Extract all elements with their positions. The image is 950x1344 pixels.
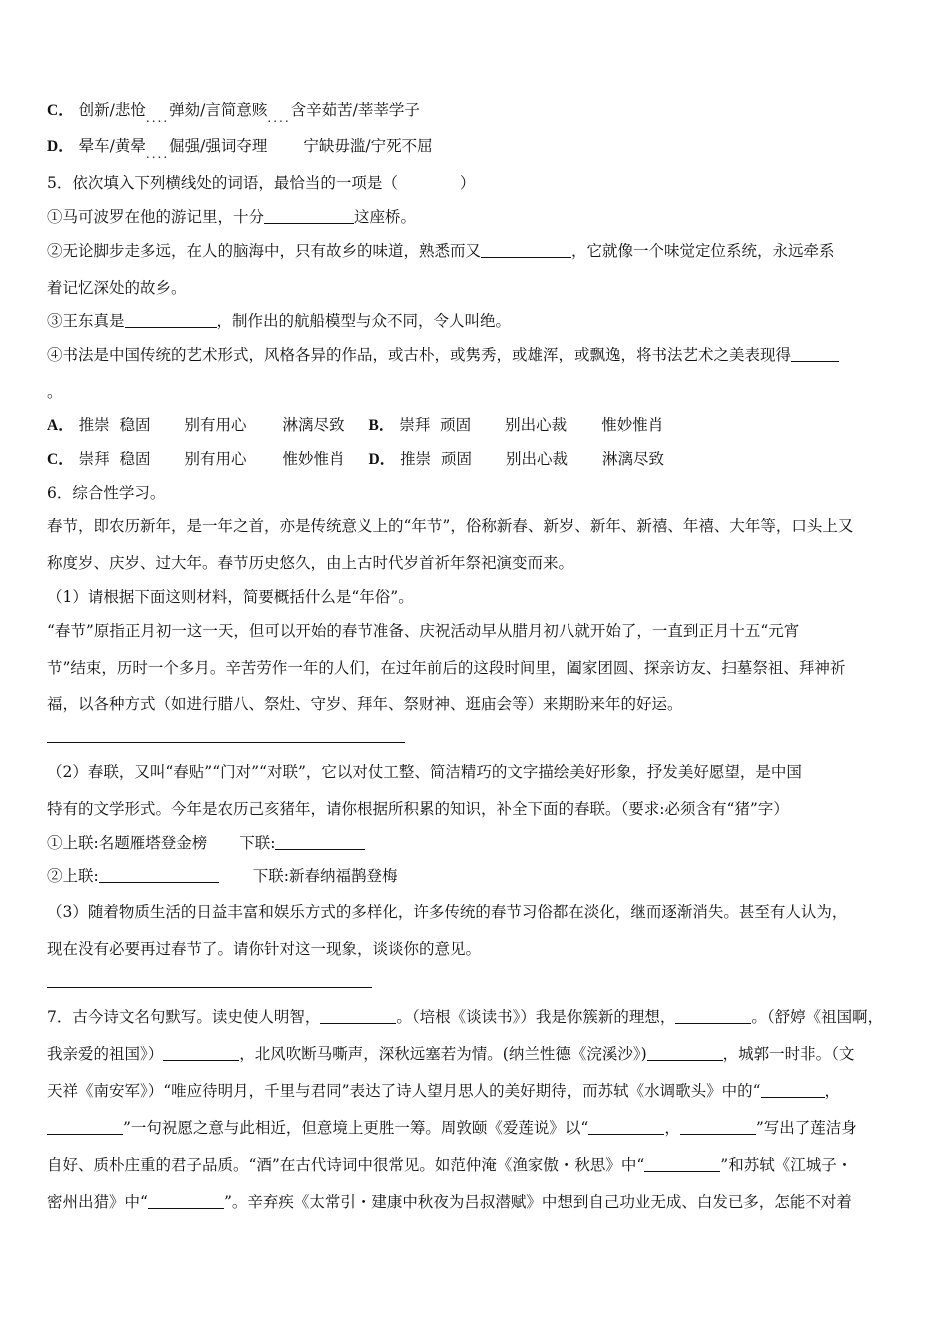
sentence-text: ②无论脚步走多远，在人的脑海中，只有故乡的味道，熟悉而又: [47, 242, 482, 260]
sentence-text: ④书法是中国传统的艺术形式，风格各异的作品，或古朴，或隽秀，或雄浑，或飘逸，将书法艺术之美表现得: [47, 346, 792, 364]
option-letter: C．: [47, 451, 74, 468]
option-word-2: 别有用心: [184, 416, 247, 434]
option-word-3: 淋漓尽致: [282, 416, 345, 434]
option-word-2: 倔强/强词夺理: [169, 137, 268, 155]
couplet-lower: 下联:新春纳福鹊登梅: [252, 867, 398, 885]
q5-sentence-4: [47, 345, 839, 365]
q7-text: 自好、质朴庄重的君子品质。“酒”在古代诗词中很常见。如范仲淹《渔家傲・秋思》中“: [47, 1156, 645, 1174]
q6-couplet-2: [47, 866, 397, 886]
q7-text: 我亲爱的祖国》）: [47, 1045, 164, 1063]
couplet-lower-label: 下联:: [239, 834, 276, 852]
q6-part3-question-1: （3）随着物质生活的日益丰富和娱乐方式的多样化，许多传统的春节习俗都在淡化，继而逐渐消失。甚至有人认为，: [47, 903, 848, 921]
q7-text: ”。辛弃疾《太常引・建康中秋夜为吕叔潜赋》中想到自己功业无成、白发已多，怎能不对着: [223, 1193, 852, 1211]
q6-part1-material-1: “春节”原指正月初一这一天，但可以开始的春节准备、庆祝活动早从腊月初八就开始了，一直到正月十五“元宵: [47, 622, 800, 640]
q5-sentence-4-end: 。: [47, 383, 63, 401]
option-word-3: 淋漓尽致: [602, 450, 665, 468]
q7-line-5: [47, 1155, 852, 1175]
sentence-text: ①马可波罗在他的游记里，十分: [47, 208, 265, 226]
q6-part1-material-2: 节”结束，历时一个多月。辛苦劳作一年的人们，在过年前后的这段时间里，阖家团圆、探亲访友、扫墓祭祖、拜神祈: [47, 659, 846, 677]
fill-blank: [47, 1119, 123, 1135]
option-word-1: 创新/悲怆: [78, 101, 146, 119]
option-word-2: 弹劾/言简意赅: [169, 101, 268, 119]
answer-line: [47, 987, 372, 988]
fill-blank: [481, 242, 571, 258]
q7-text: 。（舒婷《祖国啊，: [751, 1008, 884, 1026]
q5-stem: 5．依次填入下列横线处的词语，最恰当的一项是（ ）: [47, 174, 476, 192]
q7-text: ”一句祝愿之意与此相近，但意境上更胜一筹。周敦颐《爱莲说》以“: [123, 1119, 589, 1137]
sentence-text: 这座桥。: [354, 208, 417, 226]
option-word-3: 惟妙惟肖: [282, 450, 345, 468]
option-word-3: 含辛茹苦/莘莘学子: [290, 101, 420, 119]
couplet-upper-label: ②上联:: [47, 867, 99, 885]
q5-sentence-3: [47, 311, 511, 331]
emphasis-dots: ....: [267, 111, 291, 125]
q5-options-ab: [47, 415, 663, 436]
q4-option-d: [47, 136, 433, 161]
option-word-1: 推崇 稳固: [78, 416, 151, 434]
q6-part2-question-2: 特有的文学形式。今年是农历己亥猪年，请你根据所积累的知识，补全下面的春联。（要求:必须含有“猪”字）: [47, 800, 789, 818]
fill-blank: [125, 312, 217, 328]
sentence-text: ③王东真是: [47, 312, 125, 330]
fill-blank: [647, 1045, 723, 1061]
fill-blank: [675, 1008, 751, 1024]
q7-text: ，: [664, 1119, 680, 1137]
option-word-1: 推崇 顽固: [400, 450, 473, 468]
q7-line-2: [47, 1044, 854, 1064]
q7-text: ”和苏轼《江城子・: [720, 1156, 853, 1174]
q4-option-c: [47, 100, 420, 125]
option-word-1: 晕车/黄晕: [78, 137, 146, 155]
q7-text: ，城郭一时非。（文: [722, 1045, 855, 1063]
q7-text: 密州出猎》中“: [47, 1193, 148, 1211]
q6-part1-material-3: 福，以各种方式（如进行腊八、祭灶、守岁、拜年、祭财神、逛庙会等）来期盼来年的好运。: [47, 695, 683, 713]
q7-text: ”写出了莲洁身: [755, 1119, 857, 1137]
fill-blank: [761, 1082, 825, 1098]
q5-sentence-2-cont: 着记忆深处的故乡。: [47, 279, 187, 297]
option-letter: C．: [47, 102, 74, 119]
fill-blank: [275, 834, 365, 850]
fill-blank: [791, 346, 839, 362]
q6-intro-line-1: 春节，即农历新年，是一年之首，亦是传统意义上的“年节”，俗称新春、新岁、新年、新禧、年禧、大年等，口头上又: [47, 517, 854, 535]
option-word-2: 别出心裁: [505, 416, 568, 434]
fill-blank: [99, 867, 219, 883]
fill-blank: [680, 1119, 756, 1135]
option-letter: B．: [368, 417, 395, 434]
fill-blank: [163, 1045, 239, 1061]
q6-couplet-1: [47, 833, 365, 853]
q7-line-3: 天祥《南安军》）“唯应待明月，千里与君同”表达了诗人望月思人的美好期待，而苏轼《水调歌头》中的“ ，: [47, 1082, 841, 1100]
q7-line-6: [47, 1192, 852, 1212]
fill-blank: [320, 1008, 396, 1024]
option-letter: D．: [47, 138, 74, 155]
sentence-text: ，它就像一个味觉定位系统，永远牵系: [571, 242, 835, 260]
emphasis-dots: ....: [145, 111, 170, 125]
option-word-2: 别有用心: [184, 450, 247, 468]
q6-title: 6．综合性学习。: [47, 484, 166, 502]
option-word-1: 崇拜 稳固: [78, 450, 151, 468]
option-word-2: 别出心裁: [506, 450, 569, 468]
q5-options-cd: [47, 449, 664, 470]
q7-text: ，北风吹断马嘶声，深秋远塞若为情。(纳兰性德《浣溪沙》): [239, 1045, 647, 1063]
option-word-1: 崇拜 顽固: [399, 416, 472, 434]
q7-text: 。（培根《谈读书》）我是你簇新的理想，: [396, 1008, 676, 1026]
option-letter: A．: [47, 417, 74, 434]
fill-blank: [588, 1119, 664, 1135]
q7-line-4: [47, 1118, 857, 1138]
option-letter: D．: [368, 451, 396, 468]
q5-sentence-2: [47, 241, 835, 261]
q6-part1-question: （1）请根据下面这则材料，简要概括什么是“年俗”。: [47, 588, 414, 606]
couplet-upper: ①上联:名题雁塔登金榜: [47, 834, 208, 852]
option-word-3: 宁缺毋滥/宁死不屈: [303, 137, 433, 155]
q6-part3-question-2: 现在没有必要再过春节了。请你针对这一现象，谈谈你的意见。: [47, 940, 482, 958]
answer-line: [47, 742, 405, 743]
sentence-text: ，制作出的航船模型与众不同，令人叫绝。: [216, 312, 512, 330]
q7-text: 7．古今诗文名句默写。读史使人明智，: [47, 1008, 321, 1026]
q7-line-1: [47, 1007, 883, 1027]
q6-intro-line-2: 称度岁、庆岁、过大年。春节历史悠久，由上古时代岁首祈年祭祀演变而来。: [47, 554, 575, 572]
q5-sentence-1: [47, 207, 416, 227]
q6-part2-question-1: （2）春联，又叫“春贴”“门对”“对联”，它以对仗工整、简洁精巧的文字描绘美好形象，抒发美好愿望，是中国: [47, 763, 802, 781]
q7-text: 天祥《南安军》）“唯应待明月，千里与君同”表达了诗人望月思人的美好期待，而苏轼《水调歌头》中的“: [47, 1082, 761, 1100]
option-word-3: 惟妙惟肖: [601, 416, 664, 434]
fill-blank: [644, 1156, 720, 1172]
emphasis-dots: ....: [145, 147, 170, 161]
fill-blank: [148, 1193, 224, 1209]
fill-blank: [264, 208, 354, 224]
